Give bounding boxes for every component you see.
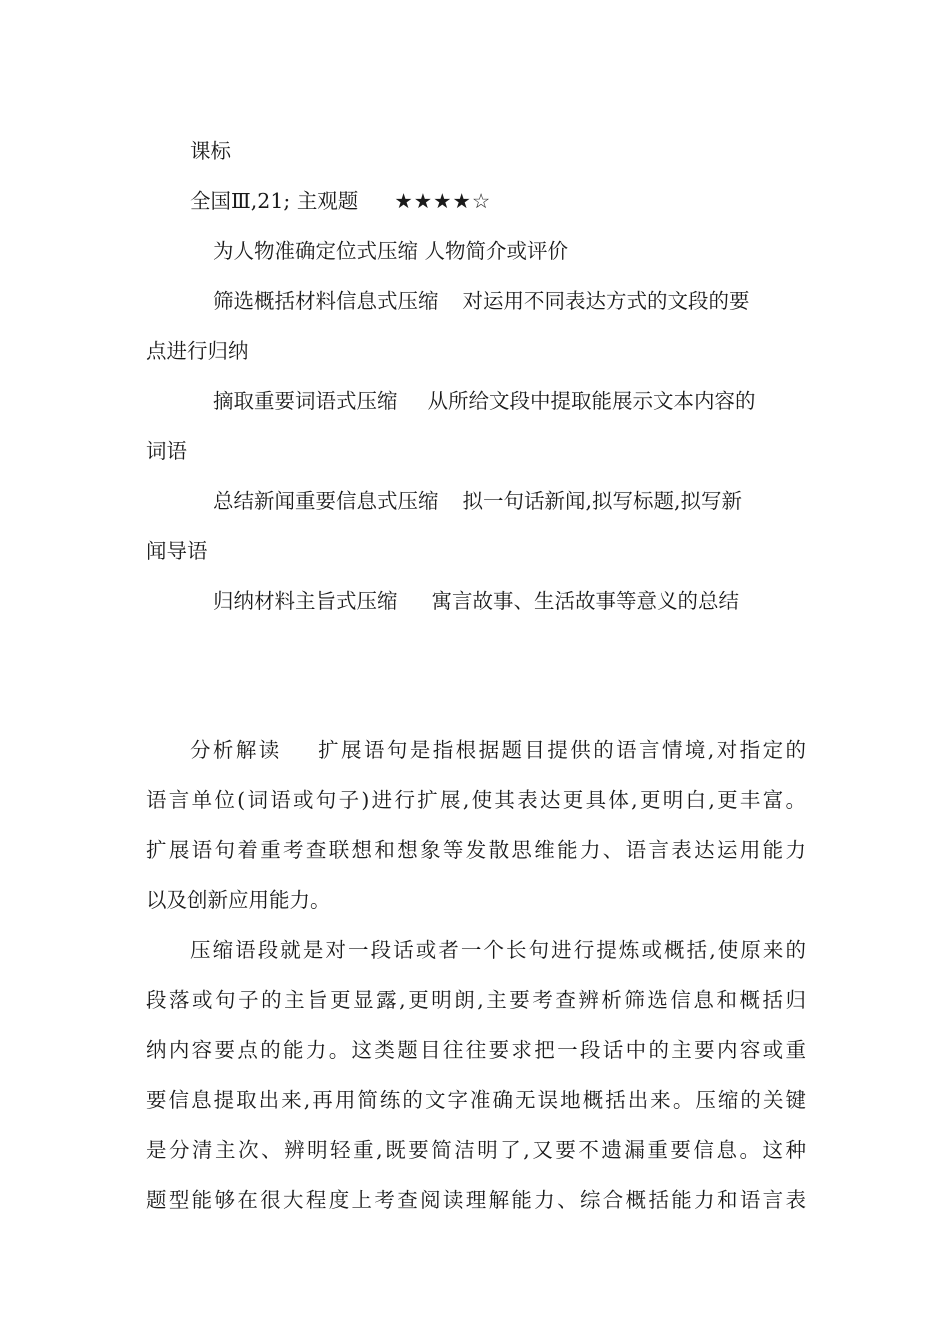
curriculum-label: 课标 [190, 139, 231, 163]
analysis-p1-l3: 扩展语句着重考查联想和想象等发散思维能力、语言表达运用能力 [146, 838, 806, 862]
item-5-desc: 寓言故事、生活故事等意义的总结 [431, 589, 739, 613]
analysis-p2-l2: 段落或句子的主旨更显露,更明朗,主要考查辨析筛选信息和概括归 [146, 988, 806, 1012]
analysis-heading: 分析解读 [190, 738, 282, 762]
question-type: 主观题 [296, 189, 359, 213]
item-4 [213, 489, 806, 513]
analysis-p2-l6: 题型能够在很大程度上考查阅读理解能力、综合概括能力和语言表 [146, 1188, 806, 1212]
source-line [190, 189, 491, 213]
item-4-cont: 闻导语 [146, 539, 208, 563]
analysis-p1-l4: 以及创新应用能力。 [146, 888, 331, 912]
analysis-p2-l3: 纳内容要点的能力。这类题目往往要求把一段话中的主要内容或重 [146, 1038, 806, 1062]
analysis-p2-l5: 是分清主次、辨明轻重,既要简洁明了,又要不遗漏重要信息。这种 [146, 1138, 806, 1162]
item-3-desc: 从所给文段中提取能展示文本内容的 [427, 389, 756, 413]
item-4-desc: 拟一句话新闻,拟写标题,拟写新 [462, 489, 743, 513]
item-3-method: 摘取重要词语式压缩 [213, 389, 398, 413]
item-2 [213, 289, 806, 313]
item-3-cont: 词语 [146, 439, 187, 463]
item-1-method: 为人物准确定位式压缩 [213, 239, 418, 263]
item-2-method: 筛选概括材料信息式压缩 [213, 289, 439, 313]
analysis-p1-l2: 语言单位(词语或句子)进行扩展,使其表达更具体,更明白,更丰富。 [146, 788, 806, 812]
analysis-p2-l4: 要信息提取出来,再用简练的文字准确无误地概括出来。压缩的关键 [146, 1088, 806, 1112]
item-2-desc: 对运用不同表达方式的文段的要 [462, 289, 750, 313]
item-1 [213, 239, 568, 263]
analysis-p2-l1: 压缩语段就是对一段话或者一个长句进行提炼或概括,使原来的 [190, 938, 806, 962]
difficulty-rating: ★★★★☆ [394, 189, 492, 213]
item-5-method: 归纳材料主旨式压缩 [213, 589, 398, 613]
item-2-cont: 点进行归纳 [146, 339, 249, 363]
item-5 [213, 589, 806, 613]
analysis-p1-l1: 扩展语句是指根据题目提供的语言情境,对指定的 [315, 738, 807, 762]
item-4-method: 总结新闻重要信息式压缩 [213, 489, 439, 513]
item-1-desc: 人物简介或评价 [424, 239, 569, 263]
source-text: 全国Ⅲ,21; [190, 189, 291, 213]
item-3 [213, 389, 806, 413]
analysis-line-1 [190, 738, 806, 762]
